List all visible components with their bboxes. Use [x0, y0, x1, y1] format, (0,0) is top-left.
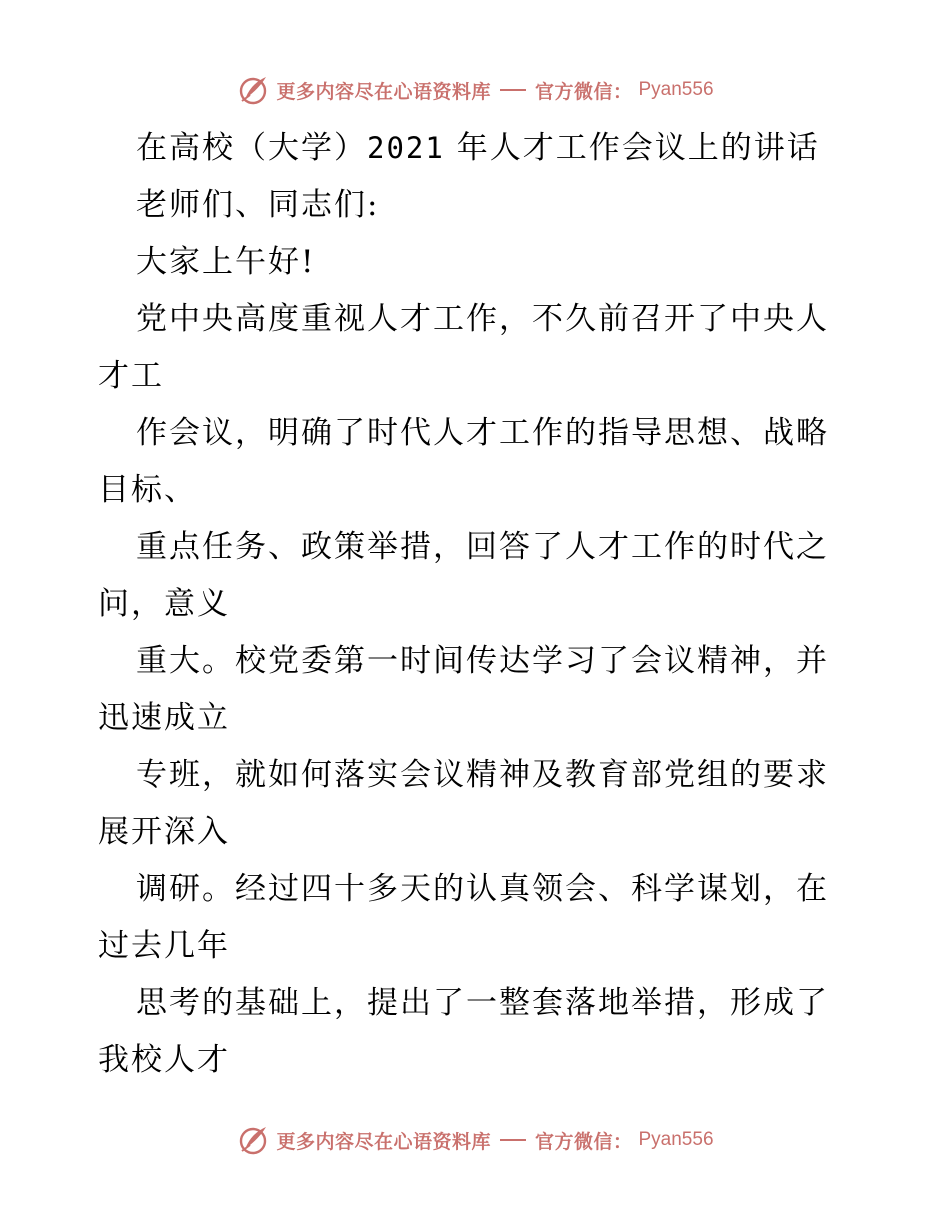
paragraph-line: 专班，就如何落实会议精神及教育部党组的要求 [136, 757, 829, 793]
watermark-text: 更多内容尽在心语资料库 [276, 80, 491, 103]
feather-pen-logo-icon [236, 73, 270, 107]
paragraph-line: 老师们、同志们: [136, 187, 380, 223]
paragraph-line: 调研。经过四十多天的认真领会、科学谋划，在 [136, 871, 829, 907]
paragraph-line: 党中央高度重视人才工作，不久前召开了中央人 [136, 301, 829, 337]
paragraph-line: 目标、 [98, 472, 197, 508]
document-title [98, 120, 858, 177]
paragraph-line: 迅速成立 [98, 700, 230, 736]
title-prefix: 在高校（大学） [136, 130, 367, 166]
watermark-text: 更多内容尽在心语资料库 [276, 1130, 491, 1153]
title-suffix: 年人才工作会议上的讲话 [444, 130, 820, 166]
watermark-dash [500, 1139, 526, 1141]
paragraph-line: 才工 [98, 358, 164, 394]
paragraph-line: 作会议，明确了时代人才工作的指导思想、战略 [136, 415, 829, 451]
feather-pen-logo-icon [236, 1123, 270, 1157]
watermark-banner-bottom [0, 1120, 950, 1160]
paragraph-line: 大家上午好! [136, 244, 316, 280]
paragraph-line: 问，意义 [98, 586, 230, 622]
paragraph-line: 思考的基础上，提出了一整套落地举措，形成了 [136, 985, 829, 1021]
document-body [98, 120, 858, 1089]
watermark-wechat-id: Pyan556 [638, 79, 714, 100]
watermark-dash [500, 89, 526, 91]
watermark-official-label: 官方微信： [534, 80, 633, 103]
watermark-wechat-id: Pyan556 [638, 1129, 714, 1150]
paragraph-line: 过去几年 [98, 928, 230, 964]
paragraph-line: 我校人才 [98, 1042, 230, 1078]
title-year: 2021 [367, 131, 445, 165]
watermark-official-label: 官方微信： [534, 1130, 633, 1153]
watermark-banner-top [0, 70, 950, 110]
paragraph-line: 展开深入 [98, 814, 230, 850]
paragraph-line: 重点任务、政策举措，回答了人才工作的时代之 [136, 529, 829, 565]
paragraph-line: 重大。校党委第一时间传达学习了会议精神，并 [136, 643, 829, 679]
